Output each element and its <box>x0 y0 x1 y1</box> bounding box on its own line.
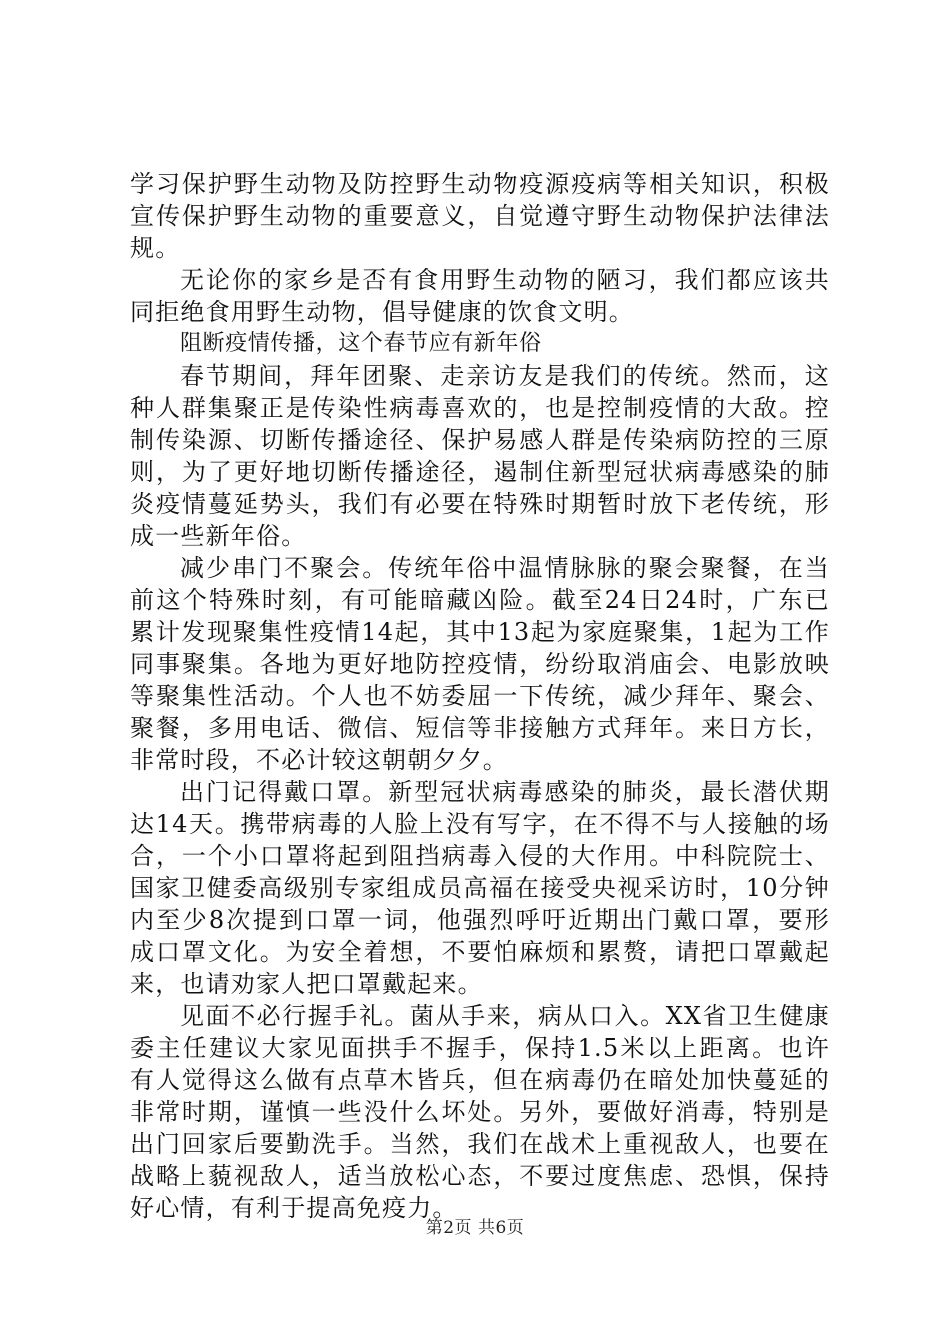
text-line: 炎疫情蔓延势头，我们有必要在特殊时期暂时放下老传统，形 <box>130 490 830 518</box>
text-line: 学习保护野生动物及防控野生动物疫源疫病等相关知识，积极 <box>130 170 830 198</box>
text-line: 好心情，有利于提高免疫力。 <box>130 1194 458 1222</box>
text-line: 成一些新年俗。 <box>130 522 307 550</box>
text-line: 见面不必行握手礼。菌从手来，病从口入。XX省卫生健康 <box>180 1002 830 1030</box>
text-line: 成口罩文化。为安全着想，不要怕麻烦和累赘，请把口罩戴起 <box>130 938 830 966</box>
text-line: 减少串门不聚会。传统年俗中温情脉脉的聚会聚餐，在当 <box>180 554 830 582</box>
text-line: 出门记得戴口罩。新型冠状病毒感染的肺炎，最长潜伏期 <box>180 778 830 806</box>
text-line: 国家卫健委高级别专家组成员高福在接受央视采访时，10分钟 <box>130 874 830 902</box>
text-line: 合，一个小口罩将起到阻挡病毒入侵的大作用。中科院院士、 <box>130 842 830 870</box>
text-line: 非常时段，不必计较这朝朝夕夕。 <box>130 746 508 774</box>
section-heading: 阻断疫情传播，这个春节应有新年俗 <box>180 331 542 356</box>
text-line: 则，为了更好地切断传播途径，遏制住新型冠状病毒感染的肺 <box>130 458 830 486</box>
text-line: 等聚集性活动。个人也不妨委屈一下传统，减少拜年、聚会、 <box>130 682 830 710</box>
text-line: 聚餐，多用电话、微信、短信等非接触方式拜年。来日方长， <box>130 714 830 742</box>
text-line: 无论你的家乡是否有食用野生动物的陋习，我们都应该共 <box>180 266 830 294</box>
text-line: 有人觉得这么做有点草木皆兵，但在病毒仍在暗处加快蔓延的 <box>130 1066 830 1094</box>
text-line: 制传染源、切断传播途径、保护易感人群是传染病防控的三原 <box>130 426 830 454</box>
text-line: 来，也请劝家人把口罩戴起来。 <box>130 970 483 998</box>
text-line: 种人群集聚正是传染性病毒喜欢的，也是控制疫情的大敌。控 <box>130 394 830 422</box>
page-number-footer: 第2页 共6页 <box>425 1218 525 1238</box>
text-line: 战略上藐视敌人，适当放松心态，不要过度焦虑、恐惧，保持 <box>130 1162 830 1190</box>
text-line: 达14天。携带病毒的人脸上没有写字，在不得不与人接触的场 <box>130 810 830 838</box>
document-body <box>130 168 830 1224</box>
text-line: 内至少8次提到口罩一词，他强烈呼吁近期出门戴口罩，要形 <box>130 906 830 934</box>
text-line: 非常时期，谨慎一些没什么坏处。另外，要做好消毒，特别是 <box>130 1098 830 1126</box>
text-line: 前这个特殊时刻，有可能暗藏凶险。截至24日24时，广东已 <box>130 586 830 614</box>
text-line: 出门回家后要勤洗手。当然，我们在战术上重视敌人，也要在 <box>130 1130 830 1158</box>
text-line: 同拒绝食用野生动物，倡导健康的饮食文明。 <box>130 298 634 326</box>
text-line: 规。 <box>130 234 181 262</box>
text-line: 委主任建议大家见面拱手不握手，保持1.5米以上距离。也许 <box>130 1034 830 1062</box>
text-line: 春节期间，拜年团聚、走亲访友是我们的传统。然而，这 <box>180 362 830 390</box>
text-line: 宣传保护野生动物的重要意义，自觉遵守野生动物保护法律法 <box>130 202 830 230</box>
text-line: 同事聚集。各地为更好地防控疫情，纷纷取消庙会、电影放映 <box>130 650 830 678</box>
text-line: 累计发现聚集性疫情14起，其中13起为家庭聚集，1起为工作 <box>130 618 830 646</box>
